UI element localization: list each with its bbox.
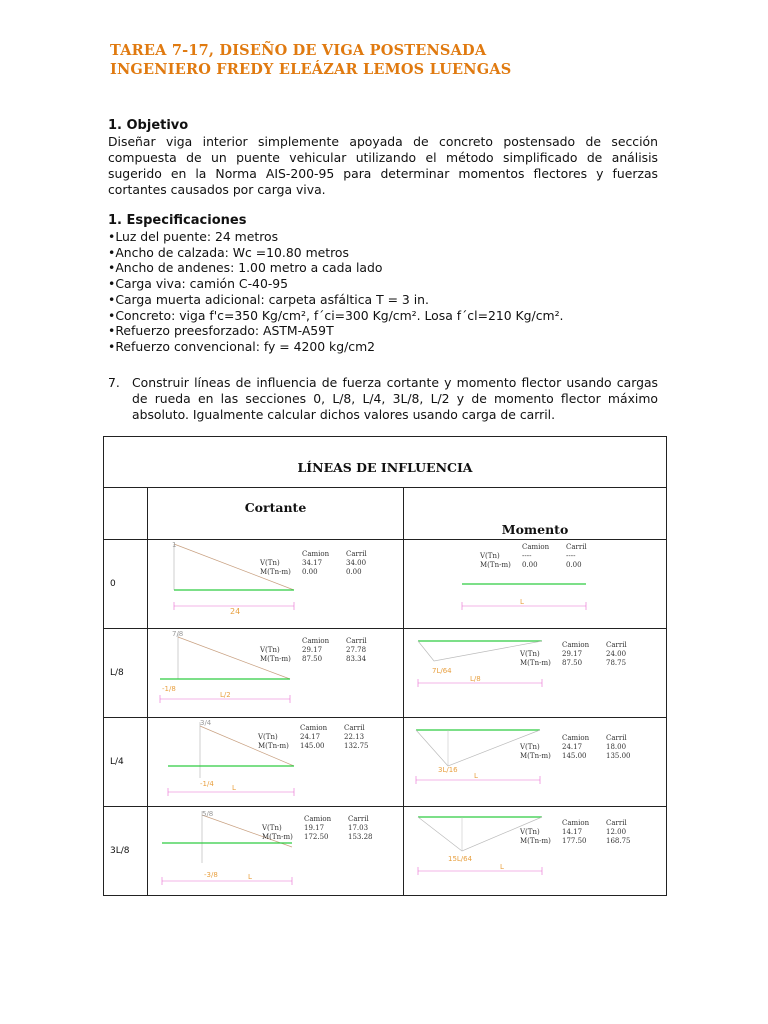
momento-cell	[404, 807, 667, 896]
spec-item: • Luz del puente: 24 metros	[108, 229, 564, 245]
ordinate-label: 15L/64	[448, 855, 473, 863]
influence-lines-table	[103, 436, 667, 896]
ordinate-label: 3L/16	[438, 766, 458, 774]
objetivo-text: Diseñar viga interior simplemente apoyada de concreto postensado de sección compuesta de un puente vehicular utilizando el método simplificado de análisis sugerido en la Norma AIS-200-95 para determinar momentos flectores y fuerzas cortantes causados por carga viva.	[108, 134, 658, 197]
spec-item: • Refuerzo preesforzado: ASTM-A59T	[108, 323, 564, 339]
momento-cell	[404, 540, 667, 629]
negative-ordinate-label: -1/8	[162, 685, 176, 693]
cortante-cell	[148, 718, 404, 807]
spec-item: • Ancho de calzada: Wc =10.80 metros	[108, 245, 564, 261]
cortante-cell	[148, 807, 404, 896]
negative-ordinate-label: -3/8	[204, 871, 218, 879]
span-dimension: L	[474, 772, 478, 780]
momento-values: Camion Carril V(Tn) ---- ---- M(Tn-m) 0.00 0.00	[480, 543, 587, 569]
table-row	[104, 540, 667, 629]
table-row	[104, 629, 667, 718]
assignment-title: TAREA 7-17, DISEÑO DE VIGA POSTENSADA	[110, 42, 487, 59]
ordinate-label: 5/8	[202, 810, 214, 818]
item-7-text: Construir líneas de influencia de fuerza cortante y momento flector usando cargas de rueda en las secciones 0, L/8, L/4, 3L/8, L/2 y de momento flector máximo absoluto. Igualmente calcular dichos valores usando carga de carril.	[132, 375, 658, 422]
ordinate-label: 1	[172, 541, 177, 549]
ordinate-label: 3/4	[200, 719, 212, 727]
col-header-cortante: Cortante	[148, 488, 404, 540]
span-dimension: L	[520, 598, 524, 606]
cortante-values: Camion Carril V(Tn) 34.17 34.00 M(Tn-m) 0.00 0.00	[260, 550, 367, 576]
table-row	[104, 807, 667, 896]
cortante-values: Camion Carril V(Tn) 29.17 27.78 M(Tn-m) 87.50 83.34	[260, 637, 367, 663]
table-title: LÍNEAS DE INFLUENCIA	[104, 437, 667, 488]
cortante-values: Camion Carril V(Tn) 19.17 17.03 M(Tn-m) 172.50 153.28	[262, 815, 373, 841]
span-dimension: L/8	[470, 675, 481, 683]
momento-values: Camion Carril V(Tn) 14.17 12.00 M(Tn-m) 177.50 168.75	[520, 819, 631, 845]
momento-values: Camion Carril V(Tn) 29.17 24.00 M(Tn-m) 87.50 78.75	[520, 641, 627, 667]
row-label: L/4	[104, 718, 148, 807]
spec-item: • Concreto: viga f'c=350 Kg/cm², f´ci=300 Kg/cm². Losa f´cl=210 Kg/cm².	[108, 308, 564, 324]
ordinate-label: 7L/64	[432, 667, 452, 675]
negative-ordinate-label: -1/4	[200, 780, 214, 788]
cortante-cell	[148, 540, 404, 629]
cortante-values: Camion Carril V(Tn) 24.17 22.13 M(Tn-m) 145.00 132.75	[258, 724, 369, 750]
span-dimension: L	[500, 863, 504, 871]
spec-item: • Carga muerta adicional: carpeta asfáltica T = 3 in.	[108, 292, 564, 308]
section-especificaciones-heading: 1. Especificaciones	[108, 213, 247, 228]
spec-item: • Refuerzo convencional: fy = 4200 kg/cm2	[108, 339, 564, 355]
especificaciones-list	[108, 229, 564, 355]
span-dimension: L	[248, 873, 252, 881]
spec-item: • Ancho de andenes: 1.00 metro a cada lado	[108, 260, 564, 276]
section-objetivo-heading: 1. Objetivo	[108, 118, 189, 133]
moment-influence-diagram	[404, 718, 667, 806]
spec-item: • Carga viva: camión C-40-95	[108, 276, 564, 292]
item-7-number: 7.	[108, 375, 120, 390]
col-header-momento: Momento	[404, 488, 667, 540]
cortante-cell	[148, 629, 404, 718]
row-label: 0	[104, 540, 148, 629]
item-7	[108, 375, 658, 423]
momento-cell	[404, 718, 667, 807]
corner-cell	[104, 488, 148, 540]
momento-values: Camion Carril V(Tn) 24.17 18.00 M(Tn-m) 145.00 135.00	[520, 734, 631, 760]
row-label: 3L/8	[104, 807, 148, 896]
span-dimension: L/2	[220, 691, 231, 699]
momento-cell	[404, 629, 667, 718]
author-name: INGENIERO FREDY ELEÁZAR LEMOS LUENGAS	[110, 61, 512, 78]
span-dimension: 24	[230, 607, 241, 616]
ordinate-label: 7/8	[172, 630, 184, 638]
table-row	[104, 718, 667, 807]
span-dimension: L	[232, 784, 236, 792]
row-label: L/8	[104, 629, 148, 718]
